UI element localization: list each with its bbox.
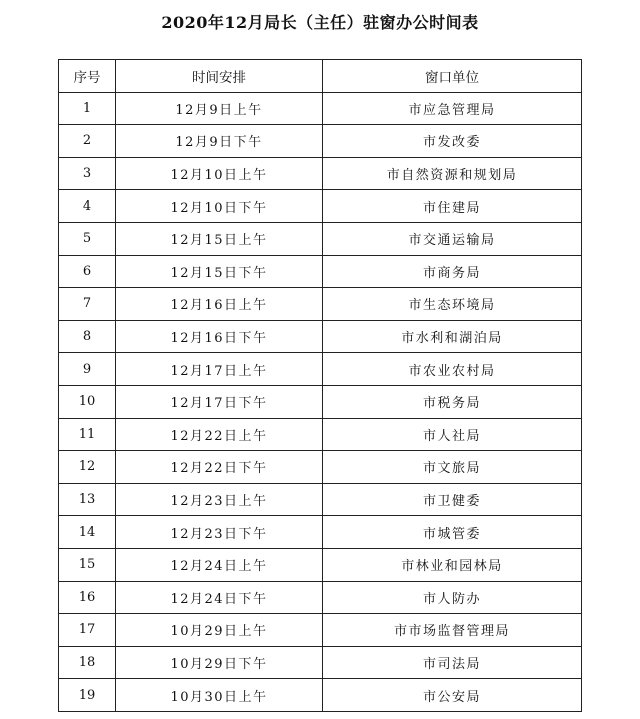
window-unit-cell: 市税务局 (323, 385, 582, 418)
table-row (59, 385, 582, 418)
window-unit-cell: 市农业农村局 (323, 353, 582, 386)
window-unit-cell: 市住建局 (323, 190, 582, 223)
time-slot-cell: 12月15日上午 (116, 222, 323, 255)
time-slot-cell: 12月16日下午 (116, 320, 323, 353)
time-slot-cell: 12月10日下午 (116, 190, 323, 223)
row-number-cell: 11 (59, 418, 116, 451)
row-number-cell: 3 (59, 157, 116, 190)
table-row (59, 679, 582, 712)
time-slot-cell: 12月22日上午 (116, 418, 323, 451)
row-number-cell: 19 (59, 679, 116, 712)
time-slot-cell: 12月24日下午 (116, 581, 323, 614)
table-row (59, 157, 582, 190)
time-slot-cell: 10月29日下午 (116, 646, 323, 679)
column-header-time: 时间安排 (116, 60, 323, 93)
window-unit-cell: 市司法局 (323, 646, 582, 679)
table-row (59, 646, 582, 679)
page-title: 2020年12月局长（主任）驻窗办公时间表 (161, 13, 479, 32)
table-row (59, 92, 582, 125)
window-unit-cell: 市水利和湖泊局 (323, 320, 582, 353)
time-slot-cell: 12月15日下午 (116, 255, 323, 288)
row-number-cell: 10 (59, 385, 116, 418)
table-row (59, 353, 582, 386)
window-unit-cell: 市文旅局 (323, 451, 582, 484)
time-slot-cell: 12月17日下午 (116, 385, 323, 418)
row-number-cell: 4 (59, 190, 116, 223)
window-unit-cell: 市市场监督管理局 (323, 614, 582, 647)
table-row (59, 548, 582, 581)
row-number-cell: 9 (59, 353, 116, 386)
row-number-cell: 5 (59, 222, 116, 255)
row-number-cell: 8 (59, 320, 116, 353)
window-unit-cell: 市应急管理局 (323, 92, 582, 125)
table-header (59, 60, 582, 93)
window-unit-cell: 市林业和园林局 (323, 548, 582, 581)
time-slot-cell: 10月29日上午 (116, 614, 323, 647)
row-number-cell: 15 (59, 548, 116, 581)
time-slot-cell: 12月16日上午 (116, 288, 323, 321)
time-slot-cell: 10月30日上午 (116, 679, 323, 712)
window-unit-cell: 市生态环境局 (323, 288, 582, 321)
table-row (59, 614, 582, 647)
table-row (59, 288, 582, 321)
window-unit-cell: 市发改委 (323, 125, 582, 158)
row-number-cell: 1 (59, 92, 116, 125)
column-header-no: 序号 (59, 60, 116, 93)
table-row (59, 581, 582, 614)
table-row (59, 516, 582, 549)
schedule-table (58, 59, 582, 712)
row-number-cell: 14 (59, 516, 116, 549)
time-slot-cell: 12月17日上午 (116, 353, 323, 386)
header-row (59, 60, 582, 93)
table-row (59, 451, 582, 484)
row-number-cell: 16 (59, 581, 116, 614)
row-number-cell: 17 (59, 614, 116, 647)
row-number-cell: 7 (59, 288, 116, 321)
window-unit-cell: 市城管委 (323, 516, 582, 549)
time-slot-cell: 12月23日下午 (116, 516, 323, 549)
column-header-unit: 窗口单位 (323, 60, 582, 93)
row-number-cell: 12 (59, 451, 116, 484)
time-slot-cell: 12月23日上午 (116, 483, 323, 516)
window-unit-cell: 市公安局 (323, 679, 582, 712)
table-row (59, 222, 582, 255)
window-unit-cell: 市卫健委 (323, 483, 582, 516)
window-unit-cell: 市人社局 (323, 418, 582, 451)
table-body (59, 92, 582, 711)
row-number-cell: 13 (59, 483, 116, 516)
table-row (59, 483, 582, 516)
table-row (59, 255, 582, 288)
window-unit-cell: 市商务局 (323, 255, 582, 288)
window-unit-cell: 市自然资源和规划局 (323, 157, 582, 190)
time-slot-cell: 12月9日下午 (116, 125, 323, 158)
table-row (59, 418, 582, 451)
time-slot-cell: 12月24日上午 (116, 548, 323, 581)
row-number-cell: 6 (59, 255, 116, 288)
window-unit-cell: 市人防办 (323, 581, 582, 614)
row-number-cell: 18 (59, 646, 116, 679)
time-slot-cell: 12月9日上午 (116, 92, 323, 125)
time-slot-cell: 12月10日上午 (116, 157, 323, 190)
table-row (59, 190, 582, 223)
time-slot-cell: 12月22日下午 (116, 451, 323, 484)
window-unit-cell: 市交通运输局 (323, 222, 582, 255)
table-row (59, 125, 582, 158)
row-number-cell: 2 (59, 125, 116, 158)
table-row (59, 320, 582, 353)
